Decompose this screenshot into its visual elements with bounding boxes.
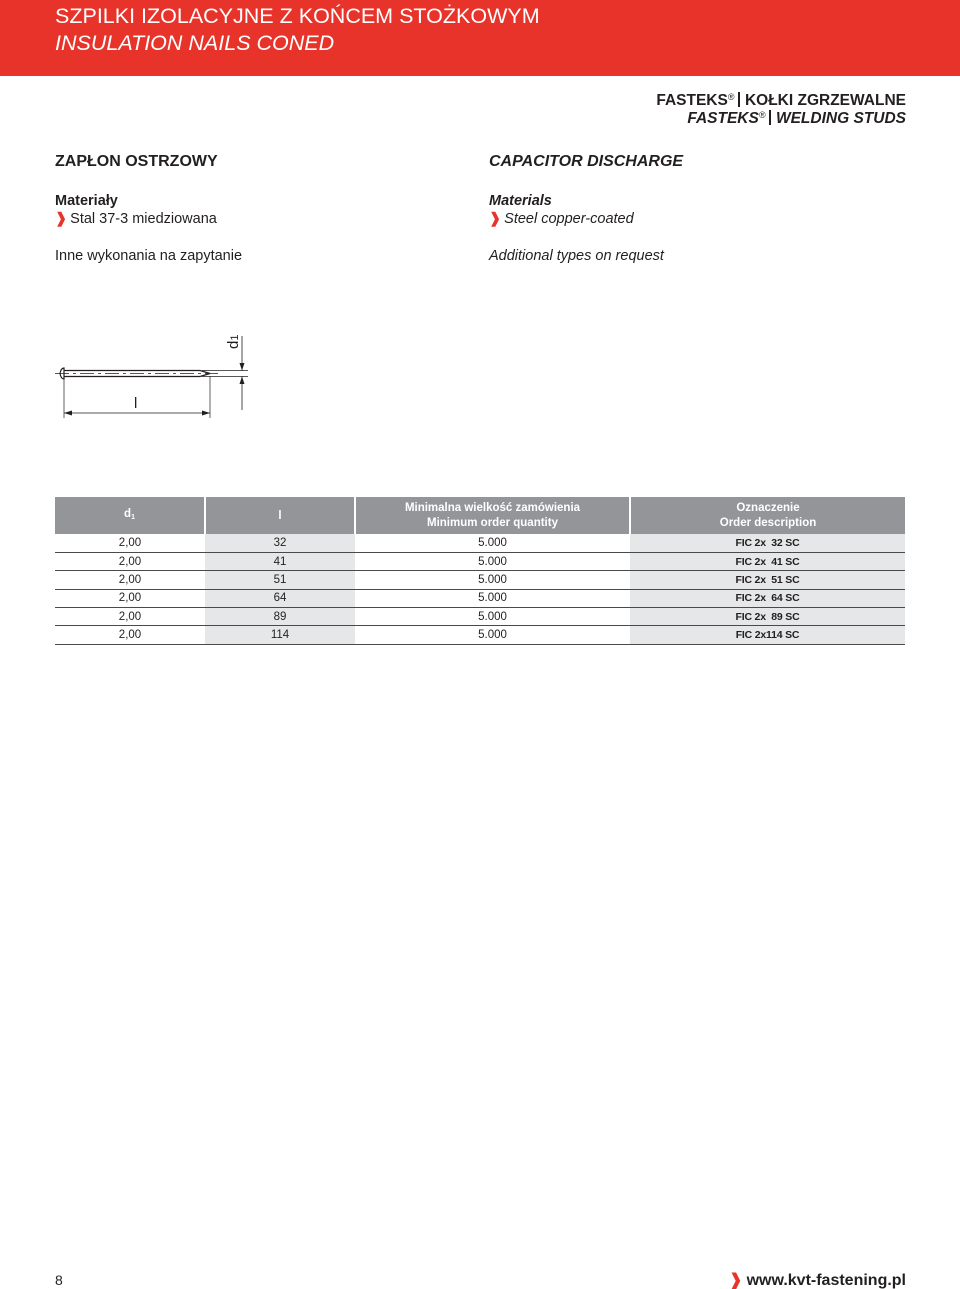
materials-value-polish xyxy=(55,210,242,228)
brand-suffix-polish: KOŁKI ZGRZEWALNE xyxy=(744,92,906,109)
cell-quantity: 5.000 xyxy=(355,589,630,607)
l-label: l xyxy=(134,395,138,412)
ignition-heading-polish: ZAPŁON OSTRZOWY xyxy=(55,153,218,170)
table-row xyxy=(55,589,905,607)
cell-d1: 2,00 xyxy=(55,608,205,626)
cell-length: 51 xyxy=(205,571,355,589)
title-banner xyxy=(0,0,960,76)
additional-note-polish: Inne wykonania na zapytanie xyxy=(55,248,243,264)
cell-length: 32 xyxy=(205,534,355,552)
english-description xyxy=(489,152,683,265)
cell-d1: 2,00 xyxy=(55,534,205,552)
brand-separator xyxy=(738,92,740,107)
table-row xyxy=(55,626,905,644)
table-row xyxy=(55,534,905,552)
cell-order-code: FIC 2x 64 SC xyxy=(630,589,905,607)
brand-name: FASTEKS xyxy=(687,110,759,127)
page-number: 8 xyxy=(55,1272,63,1288)
chevron-right-icon: ❱ xyxy=(489,211,502,227)
cell-d1: 2,00 xyxy=(55,589,205,607)
cell-order-code: FIC 2x 32 SC xyxy=(630,534,905,552)
title-polish: SZPILKI IZOLACYJNE Z KOŃCEM STOŻKOWYM xyxy=(55,4,540,28)
title-english: INSULATION NAILS CONED xyxy=(55,31,335,55)
l-arrow-right xyxy=(202,411,210,416)
table-row xyxy=(55,608,905,626)
cell-quantity: 5.000 xyxy=(355,626,630,644)
table-header-row xyxy=(55,497,905,534)
table-row xyxy=(55,571,905,589)
brand-name: FASTEKS xyxy=(656,92,728,109)
cell-order-code: FIC 2x114 SC xyxy=(630,626,905,644)
brand-separator xyxy=(769,110,771,125)
d1-label: d1 xyxy=(225,334,242,349)
polish-description xyxy=(55,152,242,265)
materials-label-polish: Materiały xyxy=(55,193,118,209)
nail-tip-top xyxy=(200,371,210,374)
l-arrow-left xyxy=(64,411,72,416)
cell-order-code: FIC 2x 89 SC xyxy=(630,608,905,626)
registered-mark: ® xyxy=(758,110,766,120)
cell-length: 89 xyxy=(205,608,355,626)
registered-mark: ® xyxy=(727,92,735,102)
table-row xyxy=(55,552,905,570)
cell-length: 64 xyxy=(205,589,355,607)
cell-quantity: 5.000 xyxy=(355,608,630,626)
header-order-description: Oznaczenie Order description xyxy=(630,497,905,534)
chevron-right-icon: ❱ xyxy=(729,1272,743,1289)
cell-d1: 2,00 xyxy=(55,552,205,570)
cell-order-code: FIC 2x 51 SC xyxy=(630,571,905,589)
header-length: l xyxy=(205,497,355,534)
materials-text-english: Steel copper-coated xyxy=(504,211,634,227)
materials-value-english xyxy=(489,210,683,228)
cell-order-code: FIC 2x 41 SC xyxy=(630,552,905,570)
website-url: www.kvt-fastening.pl xyxy=(746,1272,906,1289)
brand-suffix-english: WELDING STUDS xyxy=(775,110,906,127)
product-table xyxy=(55,497,905,645)
additional-note-english: Additional types on request xyxy=(489,248,664,264)
cell-quantity: 5.000 xyxy=(355,552,630,570)
header-min-quantity: Minimalna wielkość zamówienia Minimum order quantity xyxy=(355,497,630,534)
cell-length: 41 xyxy=(205,552,355,570)
cell-length: 114 xyxy=(205,626,355,644)
d1-arrow-top xyxy=(240,363,245,371)
website-link[interactable] xyxy=(729,1270,906,1289)
brand-line-polish xyxy=(656,92,906,110)
d1-arrow-bottom xyxy=(240,377,245,385)
chevron-right-icon: ❱ xyxy=(55,211,68,227)
header-d1: $d_1$ xyxy=(55,497,205,534)
ignition-heading-english: CAPACITOR DISCHARGE xyxy=(489,153,684,170)
materials-text-polish: Stal 37-3 miedziowana xyxy=(70,211,217,227)
cell-quantity: 5.000 xyxy=(355,571,630,589)
cell-d1: 2,00 xyxy=(55,571,205,589)
cell-quantity: 5.000 xyxy=(355,534,630,552)
cell-d1: 2,00 xyxy=(55,626,205,644)
materials-label-english: Materials xyxy=(489,193,552,209)
nail-tip-bottom xyxy=(200,374,210,377)
brand-line-english xyxy=(687,110,906,128)
nail-technical-drawing xyxy=(52,322,262,422)
